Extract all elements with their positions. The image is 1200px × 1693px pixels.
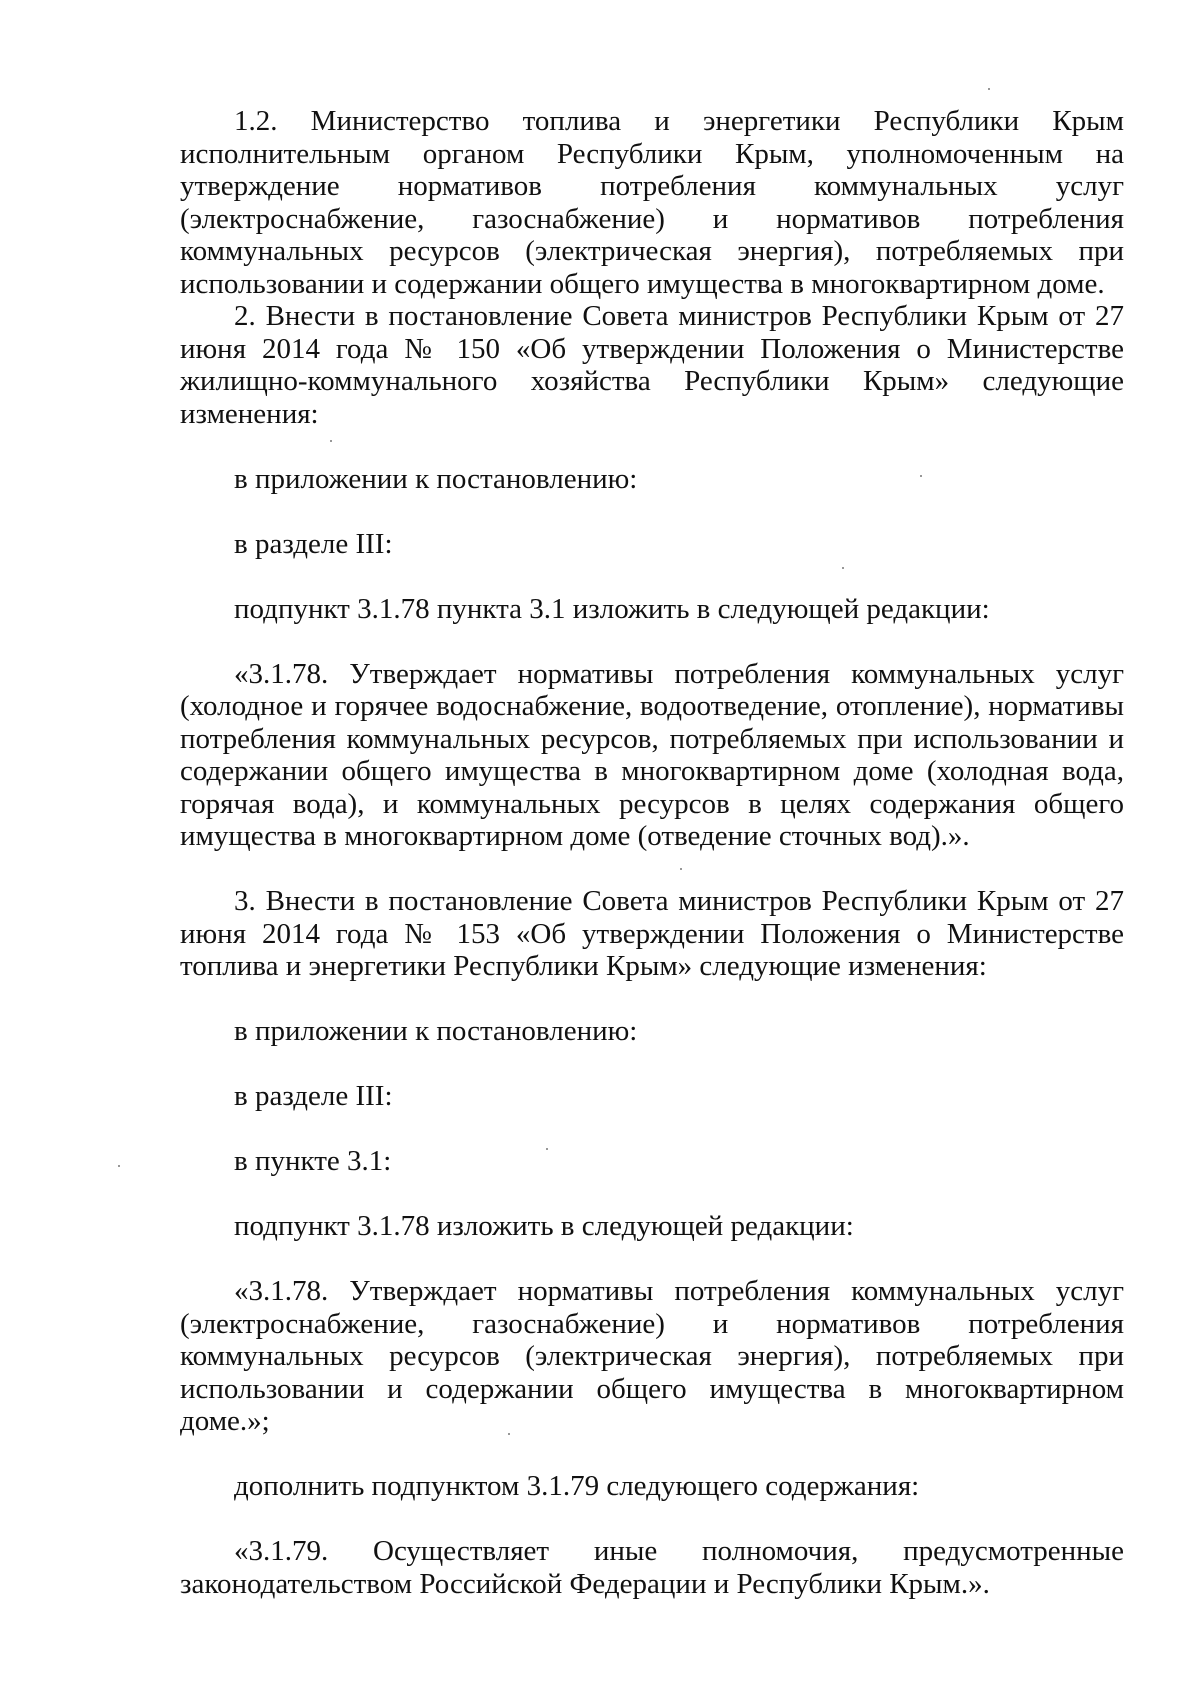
paragraph-2-subpoint: подпункт 3.1.78 пункта 3.1 изложить в следующей редакции: [234, 592, 990, 625]
paragraph-2-amend-150: 2. Внести в постановление Совета министров Республики Крым от 27 июня 2014 года № 150 «Об утверждении Положения о Министерстве жилищно-коммунального хозяйства Республики Крым» следующие изменения: [180, 300, 1124, 430]
scan-speck [842, 567, 844, 569]
scan-speck [118, 1165, 120, 1167]
paragraph-2-annex: в приложении к постановлению: [234, 462, 638, 495]
scan-speck [546, 1148, 548, 1150]
document-body [180, 105, 1124, 1600]
scan-speck [330, 440, 332, 442]
scan-speck [920, 475, 922, 477]
paragraph-3-add-subpoint: дополнить подпунктом 3.1.79 следующего содержания: [234, 1470, 920, 1502]
paragraph-3-amend-153: 3. Внести в постановление Совета министров Республики Крым от 27 июня 2014 года № 153 «Об утверждении Положения о Министерстве топлива и энергетики Республики Крым» следующие изменения: [180, 885, 1124, 982]
paragraph-1-2: 1.2. Министерство топлива и энергетики Республики Крым исполнительным органом Республики Крым, уполномоченным на утверждение нормативов потребления коммунальных услуг (электроснабжение, газоснабжение) и нормативов потребления коммунальных ресурсов (электрическая энергия), потребляемых при использовании и содержании общего имущества в многоквартирном доме. [180, 105, 1124, 300]
scan-speck [680, 868, 682, 870]
paragraph-2-section: в разделе III: [234, 527, 393, 560]
paragraph-3-section: в разделе III: [234, 1080, 393, 1112]
paragraph-3-clause-3-1-78: «3.1.78. Утверждает нормативы потребления коммунальных услуг (электроснабжение, газоснабжение) и нормативов потребления коммунальных ресурсов (электрическая энергия), потребляемых при использовании и содержании общего имущества в многоквартирном доме.»; [180, 1275, 1124, 1437]
paragraph-3-subpoint: подпункт 3.1.78 изложить в следующей редакции: [234, 1210, 854, 1242]
scan-speck [508, 1433, 510, 1435]
scan-speck [988, 88, 990, 90]
paragraph-3-point: в пункте 3.1: [234, 1145, 392, 1177]
paragraph-2-clause-3-1-78: «3.1.78. Утверждает нормативы потребления коммунальных услуг (холодное и горячее водоснабжение, водоотведение, отопление), нормативы потребления коммунальных ресурсов, потребляемых при использовании и содержании общего имущества в многоквартирном доме (холодная вода, горячая вода), и коммунальных ресурсов в целях содержания общего имущества в многоквартирном доме (отведение сточных вод).». [180, 657, 1124, 852]
paragraph-3-annex: в приложении к постановлению: [234, 1015, 638, 1047]
paragraph-3-clause-3-1-79: «3.1.79. Осуществляет иные полномочия, предусмотренные законодательством Российской Федерации и Республики Крым.». [180, 1535, 1124, 1600]
